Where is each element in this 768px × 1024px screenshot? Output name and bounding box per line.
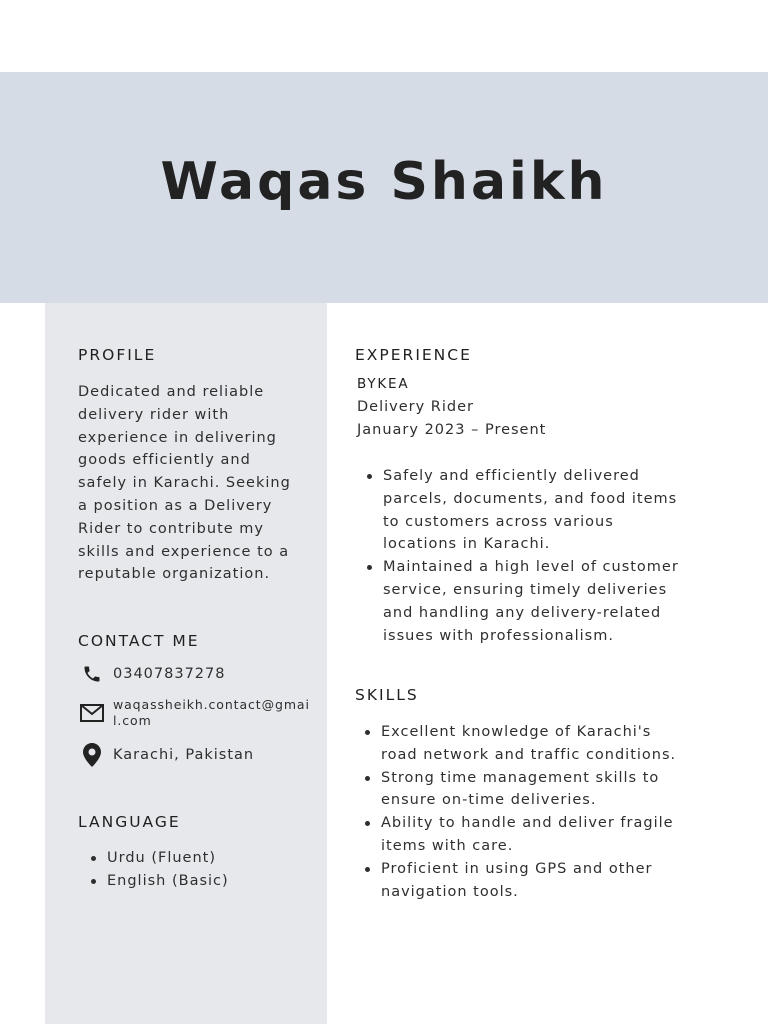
list-item: Strong time management skills to ensure on-time deliveries. xyxy=(355,767,692,813)
location-text: Karachi, Pakistan xyxy=(113,747,255,763)
contact-phone-row xyxy=(78,664,225,684)
language-heading: LANGUAGE xyxy=(78,813,181,831)
profile-heading: PROFILE xyxy=(78,346,157,364)
resume-name: Waqas Shaikh xyxy=(160,152,608,212)
experience-bullets xyxy=(357,465,692,647)
contact-email-row xyxy=(78,697,313,729)
list-item: Urdu (Fluent) xyxy=(81,847,311,870)
company-name: BYKEA xyxy=(357,376,410,392)
phone-icon xyxy=(78,664,106,684)
experience-heading: EXPERIENCE xyxy=(355,346,472,364)
contact-heading: CONTACT ME xyxy=(78,632,200,650)
profile-text: Dedicated and reliable delivery rider with experience in delivering goods efficiently and safely in Karachi. Seeking a position as a Delivery Rider to contribute my skills and experience to a reputable organization. xyxy=(78,384,291,583)
list-item: Safely and efficiently delivered parcels, documents, and food items to customers across various locations in Karachi. xyxy=(357,465,692,556)
list-item: English (Basic) xyxy=(81,870,311,893)
phone-number[interactable]: 03407837278 xyxy=(113,666,226,682)
contact-location-row xyxy=(78,743,254,767)
skills-list xyxy=(355,721,692,903)
skills-heading: SKILLS xyxy=(355,686,419,704)
list-item: Ability to handle and deliver fragile items with care. xyxy=(355,812,692,858)
list-item: Proficient in using GPS and other navigation tools. xyxy=(355,858,692,904)
list-item: Excellent knowledge of Karachi's road network and traffic conditions. xyxy=(355,721,692,767)
email-address[interactable]: waqassheikh.contact@gmail.com xyxy=(113,697,310,728)
mail-icon xyxy=(78,704,106,722)
list-item: Maintained a high level of customer service, ensuring timely deliveries and handling any delivery-related issues with professionalism. xyxy=(357,556,692,647)
location-pin-icon xyxy=(78,743,106,767)
language-list xyxy=(81,847,311,893)
job-dates: January 2023 – Present xyxy=(357,422,547,438)
job-role: Delivery Rider xyxy=(357,399,474,415)
